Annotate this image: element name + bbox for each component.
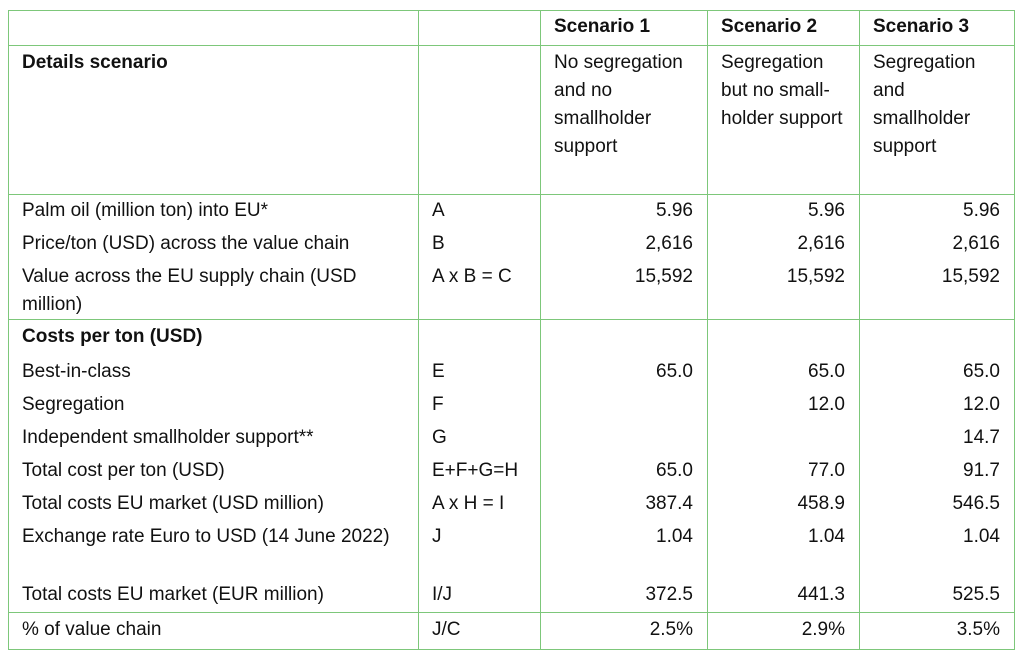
table-row <box>9 195 1015 229</box>
scenario-2-value: 441.3 <box>708 579 860 613</box>
row-label: Price/ton (USD) across the value chain <box>9 228 419 261</box>
scenario-1-value: 2,616 <box>541 228 708 261</box>
scenario-3-value: 65.0 <box>860 356 1015 389</box>
row-code: J <box>419 521 541 579</box>
row-code: E+F+G=H <box>419 455 541 488</box>
scenario-1-description: No segregation and no smallholder support <box>541 46 708 195</box>
empty-cell <box>541 320 708 357</box>
table-row <box>9 228 1015 261</box>
row-label: Value across the EU supply chain (USD million) <box>9 261 419 320</box>
scenario-3-value: 546.5 <box>860 488 1015 521</box>
scenario-3-value: 91.7 <box>860 455 1015 488</box>
scenario-2-header: Scenario 2 <box>708 11 860 46</box>
scenario-1-value: 2.5% <box>541 613 708 650</box>
scenario-3-value: 2,616 <box>860 228 1015 261</box>
scenario-2-value: 5.96 <box>708 195 860 229</box>
scenario-1-value: 372.5 <box>541 579 708 613</box>
row-code: B <box>419 228 541 261</box>
row-label: Palm oil (million ton) into EU* <box>9 195 419 229</box>
scenario-2-value: 77.0 <box>708 455 860 488</box>
scenario-3-description: Segregation and smallholder support <box>860 46 1015 195</box>
table-row <box>9 261 1015 320</box>
scenario-3-value: 14.7 <box>860 422 1015 455</box>
row-code: A x H = I <box>419 488 541 521</box>
scenario-1-value <box>541 422 708 455</box>
scenario-1-value: 65.0 <box>541 356 708 389</box>
row-label: Total costs EU market (EUR million) <box>9 579 419 613</box>
scenario-3-value: 3.5% <box>860 613 1015 650</box>
header-row <box>9 11 1015 46</box>
scenario-2-description: Segregation but no small-holder support <box>708 46 860 195</box>
row-label: Independent smallholder support** <box>9 422 419 455</box>
scenario-3-value: 5.96 <box>860 195 1015 229</box>
empty-cell <box>708 320 860 357</box>
scenario-2-value: 12.0 <box>708 389 860 422</box>
scenario-1-value <box>541 389 708 422</box>
table-row <box>9 455 1015 488</box>
cost-table <box>8 10 1015 650</box>
row-code: A <box>419 195 541 229</box>
row-label: Exchange rate Euro to USD (14 June 2022) <box>9 521 419 579</box>
scenario-3-header: Scenario 3 <box>860 11 1015 46</box>
row-code: G <box>419 422 541 455</box>
table-row <box>9 521 1015 579</box>
row-label: Best-in-class <box>9 356 419 389</box>
scenario-1-value: 1.04 <box>541 521 708 579</box>
scenario-3-value: 525.5 <box>860 579 1015 613</box>
scenario-2-value: 458.9 <box>708 488 860 521</box>
table-row <box>9 422 1015 455</box>
row-code: E <box>419 356 541 389</box>
scenario-2-value <box>708 422 860 455</box>
empty-cell <box>419 46 541 195</box>
table-row <box>9 356 1015 389</box>
scenario-1-value: 65.0 <box>541 455 708 488</box>
scenario-2-value: 65.0 <box>708 356 860 389</box>
scenario-3-value: 1.04 <box>860 521 1015 579</box>
scenario-3-value: 15,592 <box>860 261 1015 320</box>
scenario-2-value: 1.04 <box>708 521 860 579</box>
section-header-row <box>9 320 1015 357</box>
header-cell <box>9 11 419 46</box>
table-row <box>9 488 1015 521</box>
scenario-1-value: 15,592 <box>541 261 708 320</box>
row-code: A x B = C <box>419 261 541 320</box>
empty-cell <box>419 320 541 357</box>
scenario-2-value: 15,592 <box>708 261 860 320</box>
scenario-2-value: 2,616 <box>708 228 860 261</box>
row-label: Total costs EU market (USD million) <box>9 488 419 521</box>
row-code: F <box>419 389 541 422</box>
details-scenario-label: Details scenario <box>9 46 419 195</box>
empty-cell <box>860 320 1015 357</box>
scenario-1-value: 387.4 <box>541 488 708 521</box>
row-code: I/J <box>419 579 541 613</box>
scenario-2-value: 2.9% <box>708 613 860 650</box>
costs-per-ton-label: Costs per ton (USD) <box>9 320 419 357</box>
scenario-description-row <box>9 46 1015 195</box>
row-code: J/C <box>419 613 541 650</box>
table-row <box>9 579 1015 613</box>
scenario-1-value: 5.96 <box>541 195 708 229</box>
row-label: Segregation <box>9 389 419 422</box>
scenario-1-header: Scenario 1 <box>541 11 708 46</box>
row-label: % of value chain <box>9 613 419 650</box>
table-row <box>9 613 1015 650</box>
scenario-3-value: 12.0 <box>860 389 1015 422</box>
header-cell <box>419 11 541 46</box>
row-label: Total cost per ton (USD) <box>9 455 419 488</box>
table-row <box>9 389 1015 422</box>
